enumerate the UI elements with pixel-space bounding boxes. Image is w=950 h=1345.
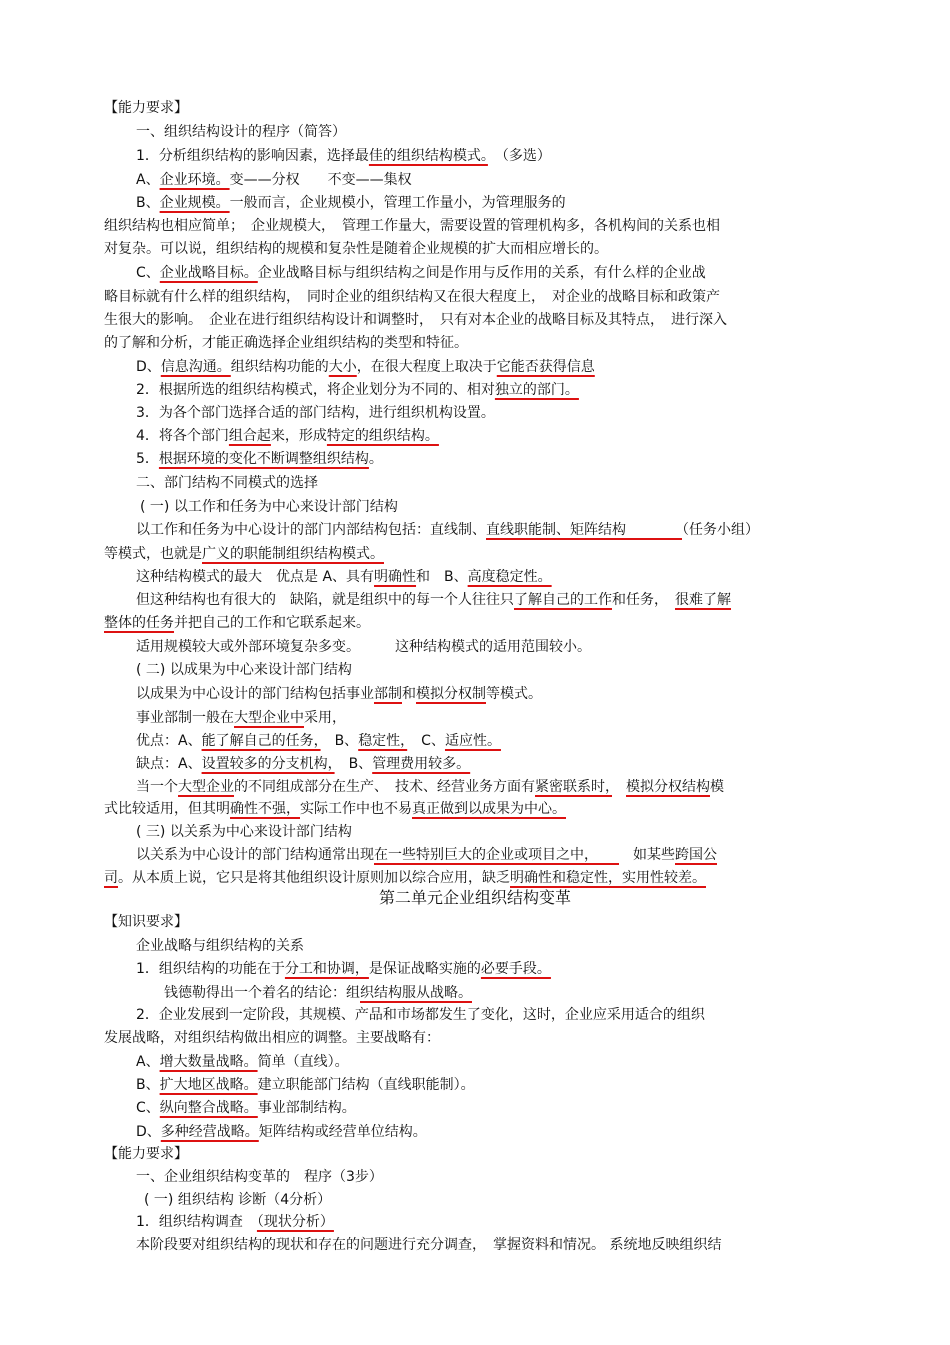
text-line <box>104 798 850 821</box>
text-line <box>104 1051 850 1074</box>
text-line <box>104 496 850 519</box>
text-line <box>104 566 850 589</box>
text-segment: 生很大的影响。 企业在进行组织结构设计和调整时， 只有对本企业的战略目标及其特点， 进行深入 <box>104 312 727 328</box>
text-segment: 企业战略与组织结构的关系 <box>136 938 304 954</box>
text-line <box>104 707 850 730</box>
text-segment: 这种结构模式的最大 优点是 A、具有 <box>136 569 375 585</box>
text-line <box>104 519 850 542</box>
text-segment: 是保证战略实施的 <box>368 961 481 977</box>
text-segment: 简单（直线）。 <box>257 1054 349 1070</box>
text-segment: 5． <box>136 451 159 467</box>
text-line <box>104 379 850 402</box>
text-segment: 1．组织结构的功能在于 <box>136 961 285 977</box>
text-segment <box>612 779 626 795</box>
underlined-text: 模拟分权结构 <box>626 779 710 795</box>
text-segment: 1．分析组织结构的影响因素，选择最 <box>136 148 369 164</box>
underlined-text: 紧密联系时， <box>535 779 612 795</box>
text-segment: 4．将各个部门 <box>136 428 229 444</box>
text-segment: 事业部制一般在 <box>136 710 234 726</box>
underlined-text: 真正做到以成果为中心。 <box>412 801 566 817</box>
underlined-text: 明确性 <box>374 569 417 585</box>
section-title <box>0 886 950 910</box>
underlined-text: 组合起 <box>228 428 271 444</box>
underlined-text: 管理费用较多。 <box>372 756 471 772</box>
text-segment: 优点：A、 <box>136 733 202 749</box>
text-segment: B、 <box>136 1077 160 1093</box>
text-line <box>104 97 850 120</box>
underlined-text: 企业或项目之中， <box>486 847 619 863</box>
text-line <box>104 958 850 981</box>
text-segment: 以关系为中心设计的部门结构通常出现 <box>136 847 374 863</box>
underlined-text: 大型企业中 <box>234 710 304 726</box>
underlined-text: 企业环境。 <box>159 172 230 188</box>
text-segment: 一般而言，企业规模小，管理工作量小，为管理服务的 <box>229 195 566 211</box>
underlined-text: 了解自己的工作 <box>514 592 612 608</box>
text-line <box>104 1004 850 1027</box>
underlined-text: 必要手段。 <box>480 961 551 977</box>
text-segment: 的了解和分析，才能正确选择企业组织结构的类型和特征。 <box>104 335 468 351</box>
text-segment: 发展战略，对组织结构做出相应的调整。主要战略有： <box>104 1030 440 1046</box>
text-segment: ( 一) 组织结构 诊断（4分析） <box>144 1192 332 1208</box>
underlined-text: 织结构服从战略。 <box>360 985 472 1001</box>
underlined-text: 确性不强， <box>230 801 300 817</box>
underlined-text: 直线职能制、矩阵结构 <box>486 522 682 538</box>
text-segment: 模 <box>710 779 724 795</box>
underlined-text: 部制 <box>374 686 402 702</box>
text-line <box>104 286 850 309</box>
text-line <box>104 589 850 612</box>
text-line <box>104 911 850 934</box>
underlined-text: 司 <box>104 870 118 886</box>
text-segment: 如某些 <box>619 847 675 863</box>
text-line <box>104 1189 850 1212</box>
text-segment: 以成果为中心设计的部门结构包括事业 <box>136 686 374 702</box>
underlined-text: 根据环境的变化不断调整组织结构 <box>158 451 369 467</box>
text-line <box>104 332 850 355</box>
text-segment: 来，形成 <box>270 428 327 444</box>
text-segment: 和 <box>402 686 416 702</box>
text-line <box>104 169 850 192</box>
text-segment: 并把自己的工作和它联系起来。 <box>174 615 370 631</box>
text-segment: 的不同组成部分在生产、 技术、经营业务方面有 <box>234 779 535 795</box>
text-line <box>104 636 850 659</box>
text-segment: 企业战略目标与组织结构之间是作用与反作用的关系，有什么样的企业战 <box>257 265 706 281</box>
text-segment: 缺点：A、 <box>136 756 202 772</box>
text-line <box>104 425 850 448</box>
text-segment: 略目标就有什么样的组织结构， 同时企业的组织结构又在很大程度上， 对企业的战略目标和政策产 <box>104 289 720 305</box>
text-line <box>104 1211 850 1234</box>
text-line <box>104 472 850 495</box>
text-line <box>104 821 850 844</box>
underlined-text: 独立的部门。 <box>494 382 579 398</box>
text-segment: 采用， <box>304 710 346 726</box>
text-segment: 但这种结构也有很大的 缺陷，就是组织中的每一个人往往只 <box>136 592 514 608</box>
underlined-text: 跨国公 <box>675 847 717 863</box>
text-line <box>104 659 850 682</box>
text-segment: 一、企业组织结构变革的 程序（3步） <box>136 1169 383 1185</box>
underlined-text: 大型企业 <box>178 779 234 795</box>
underlined-text: 它能否获得信息 <box>496 359 595 375</box>
text-line <box>104 1027 850 1050</box>
text-line <box>104 1234 850 1257</box>
underlined-text: 在一些特别巨大的 <box>374 847 486 863</box>
text-line <box>104 1143 850 1166</box>
text-segment: 实际工作中也不易 <box>300 801 412 817</box>
text-segment: ( 一) 以工作和任务为中心来设计部门结构 <box>140 499 398 515</box>
underlined-text: 增大数量战略。 <box>159 1054 258 1070</box>
text-line <box>104 238 850 261</box>
text-segment: 钱德勒得出一个着名的结论：组 <box>164 985 360 1001</box>
text-segment: 第二单元企业组织结构变革 <box>378 888 571 907</box>
text-segment: 2．企业发展到一定阶段，其规模、产品和市场都发生了变化，这时，企业应采用适合的组织 <box>136 1007 705 1023</box>
text-line <box>104 215 850 238</box>
text-segment: B、 <box>334 756 373 772</box>
text-segment: 以工作和任务为中心设计的部门内部结构包括：直线制、 <box>136 522 486 538</box>
underlined-text: 模拟分权制 <box>416 686 486 702</box>
text-segment: 变——分权 不变——集权 <box>229 172 412 188</box>
text-segment: 一、组织结构设计的程序（简答） <box>136 124 346 140</box>
underlined-text: 纵向整合战略。 <box>159 1100 258 1116</box>
text-segment: 矩阵结构或经营单位结构。 <box>258 1124 427 1140</box>
underlined-text: 高度稳定性。 <box>467 569 552 585</box>
underlined-text: 分工和协调， <box>284 961 369 977</box>
text-segment: （多选） <box>487 148 551 164</box>
text-segment: A、 <box>136 1054 160 1070</box>
text-line <box>104 982 850 1005</box>
text-line <box>104 192 850 215</box>
text-segment: 1．组织结构调查 <box>136 1214 257 1230</box>
text-line <box>104 121 850 144</box>
text-line <box>104 935 850 958</box>
text-segment: 【能力要求】 <box>104 1146 188 1162</box>
underlined-text: 适应性。 <box>444 733 501 749</box>
text-segment: 。从本质上说，它只是将其他组织设计原则加以综合应用，缺乏 <box>118 870 510 886</box>
text-line <box>104 262 850 285</box>
text-segment: D、 <box>136 1124 161 1140</box>
text-line <box>104 753 850 776</box>
text-segment: 式比较适用，但其明 <box>104 801 230 817</box>
text-segment: ( 三) 以关系为中心来设计部门结构 <box>136 824 352 840</box>
text-line <box>104 356 850 379</box>
text-segment: 二、部门结构不同模式的选择 <box>136 475 318 491</box>
text-line <box>104 844 850 867</box>
text-segment: （任务小组） <box>682 522 759 538</box>
text-line <box>104 683 850 706</box>
text-line <box>104 145 850 168</box>
text-segment: 等模式，也就是 <box>104 546 202 562</box>
text-segment: 组织结构功能的 <box>230 359 329 375</box>
text-line <box>104 730 850 753</box>
text-segment: B、 <box>320 733 359 749</box>
underlined-text: 广义的职能制组织结构模式。 <box>202 546 384 562</box>
underlined-text: 设置较多的分支机构， <box>201 756 335 772</box>
text-segment: 和 B、 <box>416 569 468 585</box>
text-segment: 本阶段要对组织结构的现状和存在的问题进行充分调查， 掌握资料和情况。 系统地反映组织结 <box>136 1237 722 1253</box>
underlined-text: 佳的组织结构模式。 <box>368 148 488 164</box>
text-line <box>104 309 850 332</box>
underlined-text: 企业战略目标。 <box>159 265 258 281</box>
text-segment: 对复杂。可以说，组织结构的规模和复杂性是随着企业规模的扩大而相应增长的。 <box>104 241 608 257</box>
text-line <box>104 543 850 566</box>
underlined-text: 多种经营战略。 <box>160 1124 259 1140</box>
text-segment: C、 <box>136 265 160 281</box>
text-line <box>104 1097 850 1120</box>
underlined-text: 特定的组织结构。 <box>326 428 439 444</box>
text-line <box>104 402 850 425</box>
text-segment: 3．为各个部门选择合适的部门结构，进行组织机构设置。 <box>136 405 495 421</box>
underlined-text: 企业规模。 <box>159 195 230 211</box>
underlined-text: 能了解自己的任务， <box>201 733 321 749</box>
text-line <box>104 612 850 635</box>
text-segment: A、 <box>136 172 160 188</box>
text-segment: 等模式。 <box>486 686 542 702</box>
text-segment: D、 <box>136 359 161 375</box>
text-segment: B、 <box>136 195 160 211</box>
text-segment: ( 二) 以成果为中心来设计部门结构 <box>136 662 352 678</box>
underlined-text: 大小 <box>328 359 357 375</box>
underlined-text: 明确性和稳定性，实用性较差。 <box>510 870 706 886</box>
text-segment: ，在很大程度上取决于 <box>356 359 497 375</box>
text-segment: 当一个 <box>136 779 178 795</box>
text-line <box>104 776 850 799</box>
text-segment: 事业部制结构。 <box>257 1100 356 1116</box>
text-segment: 【能力要求】 <box>104 100 188 116</box>
text-line <box>104 1074 850 1097</box>
underlined-text: 整体的任务 <box>104 615 174 631</box>
text-segment: 和任务， <box>612 592 675 608</box>
text-segment: 2．根据所选的组织结构模式，将企业划分为不同的、相对 <box>136 382 495 398</box>
text-segment: 【知识要求】 <box>104 914 188 930</box>
text-segment: 组织结构也相应简单； 企业规模大， 管理工作量大，需要设置的管理机构多，各机构间的关系也相 <box>104 218 720 234</box>
underlined-text: 扩大地区战略。 <box>159 1077 258 1093</box>
text-segment: 适用规模较大或外部环境复杂多变。 这种结构模式的适用范围较小。 <box>136 639 591 655</box>
underlined-text: （现状分析） <box>256 1214 334 1230</box>
text-segment: C、 <box>407 733 445 749</box>
text-line <box>104 1166 850 1189</box>
text-segment: 建立职能部门结构（直线职能制）。 <box>257 1077 475 1093</box>
text-line <box>104 1121 850 1144</box>
underlined-text: 信息沟通。 <box>160 359 231 375</box>
underlined-text: 稳定性， <box>358 733 408 749</box>
text-segment: C、 <box>136 1100 160 1116</box>
text-segment: 。 <box>368 451 383 467</box>
text-line <box>104 448 850 471</box>
underlined-text: 很难了解 <box>675 592 731 608</box>
